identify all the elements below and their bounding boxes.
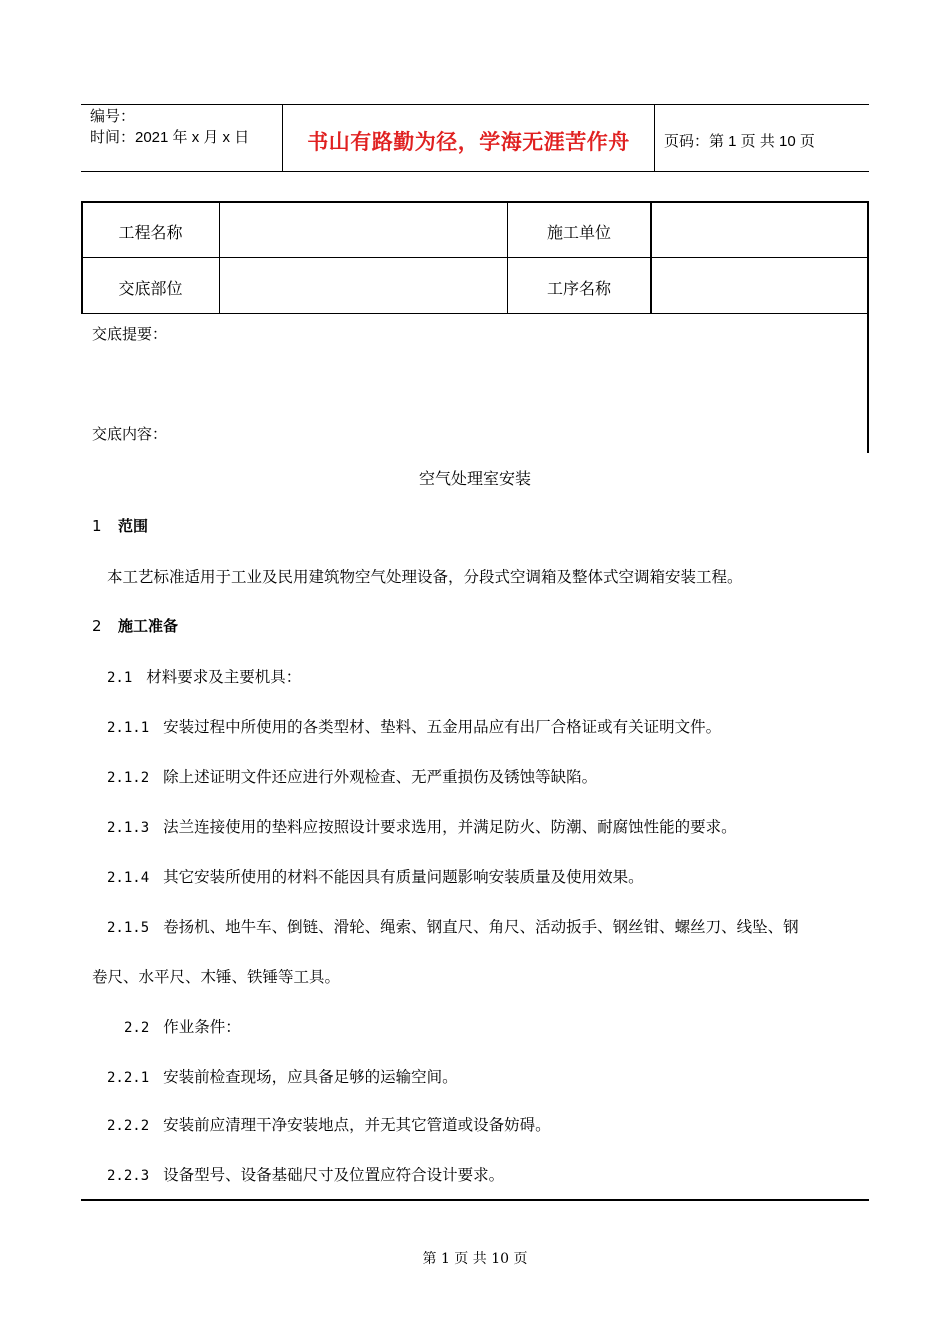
section-1-number: 1 [92,517,102,535]
header-page-info: 页码：第 1 页 共 10 页 [664,133,815,150]
clause-2-1-5-number: 2.1.5 [107,920,150,936]
clause-2-1-4-text: 其它安装所使用的材料不能因具有质量问题影响安装质量及使用效果。 [163,868,644,886]
clause-2-1-1 [107,715,721,737]
clause-2-1-2-number: 2.1.2 [107,770,150,786]
header-divider-right [654,104,655,172]
document-number-label: 编号： [90,108,136,125]
construction-unit-label: 施工单位 [546,223,611,242]
table-right-border [867,201,869,453]
section-2-title: 施工准备 [118,617,179,635]
content-label: 交底内容： [92,425,168,443]
clause-2-1-1-text: 安装过程中所使用的各类型材、垫料、五金用品应有出厂合格证或有关证明文件。 [163,718,722,736]
footer-rule [81,1199,869,1201]
clause-2-1-3 [107,815,737,837]
clause-2-2-1 [107,1065,458,1087]
clause-2-1-4 [107,865,644,887]
clause-2-1-3-text: 法兰连接使用的垫料应按照设计要求选用，并满足防火、防潮、耐腐蚀性能的要求。 [163,818,737,836]
section-2-number: 2 [92,617,102,635]
header-top-rule [81,104,869,105]
clause-2-1-3-number: 2.1.3 [107,820,150,836]
section-1-text: 本工艺标准适用于工业及民用建筑物空气处理设备，分段式空调箱及整体式空调箱安装工程。 [107,568,743,586]
project-name-label: 工程名称 [118,223,183,242]
clause-2-1-2-text: 除上述证明文件还应进行外观检查、无严重损伤及锈蚀等缺陷。 [163,768,598,786]
disclosure-part-label: 交底部位 [118,279,183,298]
header-motto: 书山有路勤为径，学海无涯苦作舟 [307,130,630,154]
clause-2-1-text: 材料要求及主要机具： [146,668,302,686]
clause-2-2-1-number: 2.2.1 [107,1070,150,1086]
clause-2-2-2 [107,1113,551,1135]
summary-label: 交底提要： [92,325,168,343]
clause-2-1 [107,665,301,687]
clause-2-1-5-continuation: 卷尺、水平尺、木锤、铁锤等工具。 [92,968,341,986]
clause-2-2-1-text: 安装前检查现场，应具备足够的运输空间。 [163,1068,458,1086]
clause-2-1-2 [107,765,597,787]
clause-2-2-number: 2.2 [124,1020,150,1036]
document-date-label: 时间：2021 年 x 月 x 日 [90,129,250,146]
table-col-divider-1 [219,201,220,314]
process-name-label: 工序名称 [546,279,611,298]
clause-2-2-3-text: 设备型号、设备基础尺寸及位置应符合设计要求。 [163,1166,505,1184]
header-meta [90,106,249,148]
clause-2-1-4-number: 2.1.4 [107,870,150,886]
clause-2-2-3-number: 2.2.3 [107,1168,150,1184]
clause-2-2-text: 作业条件： [163,1018,241,1036]
section-1-title: 范围 [118,517,149,535]
section-1-heading [92,515,148,536]
document-title: 空气处理室安装 [418,469,531,488]
clause-2-2-2-number: 2.2.2 [107,1118,150,1134]
table-row-divider-1 [81,257,869,258]
section-2-heading [92,615,178,636]
clause-2-2 [124,1015,241,1037]
footer-page-number: 第 1 页 共 10 页 [422,1251,528,1267]
table-col-divider-3 [650,201,652,314]
header-bottom-rule [81,171,869,172]
clause-2-1-5 [107,915,799,937]
clause-2-1-number: 2.1 [107,670,133,686]
clause-2-2-3 [107,1163,504,1185]
clause-2-1-1-number: 2.1.1 [107,720,150,736]
clause-2-1-5-text: 卷扬机、地牛车、倒链、滑轮、绳索、钢直尺、角尺、活动扳手、钢丝钳、螺丝刀、线坠、钢 [163,918,799,936]
clause-2-2-2-text: 安装前应清理干净安装地点，并无其它管道或设备妨碍。 [163,1116,551,1134]
table-top-border [81,201,869,203]
table-row-divider-2 [81,313,869,314]
